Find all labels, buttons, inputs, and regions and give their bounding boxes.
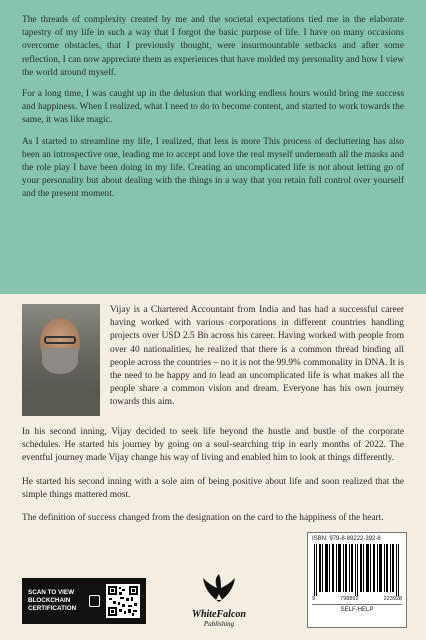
isbn-text: ISBN: 979-8-89222-392-8 [312, 536, 381, 542]
author-paragraph-2: He started his second inning with a sole aim of being positive about life and soon realized that the simple things mattered most. [22, 476, 404, 500]
blockchain-certificate[interactable] [22, 578, 146, 624]
category-label: SELF-HELP [312, 604, 402, 613]
blurb-paragraph-3: As I started to streamline my life, I realized, that less is more This process of decluttering has also been an introspective one, leading me to accept and love the real myself underneath all the masks and the role play I have been doing in my life. Creating an uncomplicated life is not about letting go of your personality but about dealing with the things in a way that you retain full control over yourself and the present moment. [22, 136, 404, 200]
author-photo [22, 304, 100, 416]
publisher-sub: Publishing [203, 620, 235, 628]
barcode-icon [312, 544, 402, 596]
publisher-name: WhiteFalcon [192, 609, 246, 620]
blockchain-label: SCAN TO VIEW BLOCKCHAIN CERTIFICATION [28, 589, 77, 612]
blurb-paragraph-1: The threads of complexity created by me and the societal expectations tied me in the elaborate tapestry of my life in such a way that I forgot the basic purpose of life. I have on many occasions overcome obstacles, that I previously thought, were insurmountable setbacks and after some reflection, I can now appreciate them as experiences that have molded my personality and how I view the world around myself. [22, 15, 404, 78]
blurb-paragraph-2: For a long time, I was caught up in the delusion that working endless hours would bring me success and happiness. When I realized, what I need to do to become content, and started to work towards the same, it was like magic. [22, 89, 404, 126]
falcon-icon [199, 572, 239, 606]
author-bio-row [22, 304, 404, 416]
author-paragraph-3: The definition of success changed from the designation on the card to the happiness of the heart. [22, 513, 384, 524]
scan-icon [89, 595, 100, 607]
barcode-digits: 9 798892 223928 [312, 596, 402, 602]
isbn-barcode [307, 532, 407, 628]
author-bio: Vijay is a Chartered Accountant from India and has had a successful career having worked with various corporations in different countries handling projects over USD 2.5 Bn across his career. Having worked with people from over 40 nationalities, he realized that there is a common thread binding all people across the countries – no it is not the 99.9% commonality in DNA. It is the need to be happy and to lead an uncomplicated life is what makes all the people share a common vision and dream. Everyone has his own journey towards this aim. [110, 305, 404, 408]
qr-code-icon[interactable] [106, 584, 140, 618]
publisher-logo [186, 572, 252, 628]
blurb-section [0, 0, 426, 294]
author-paragraph-1: In his second inning, Vijay decided to seek life beyond the hustle and bustle of the corporate schedules. He started his journey by going on a soul-searching trip in early months of 2022. The eventful journey made Vijay change his way of living and enabled him to look at things differently. [22, 427, 404, 464]
